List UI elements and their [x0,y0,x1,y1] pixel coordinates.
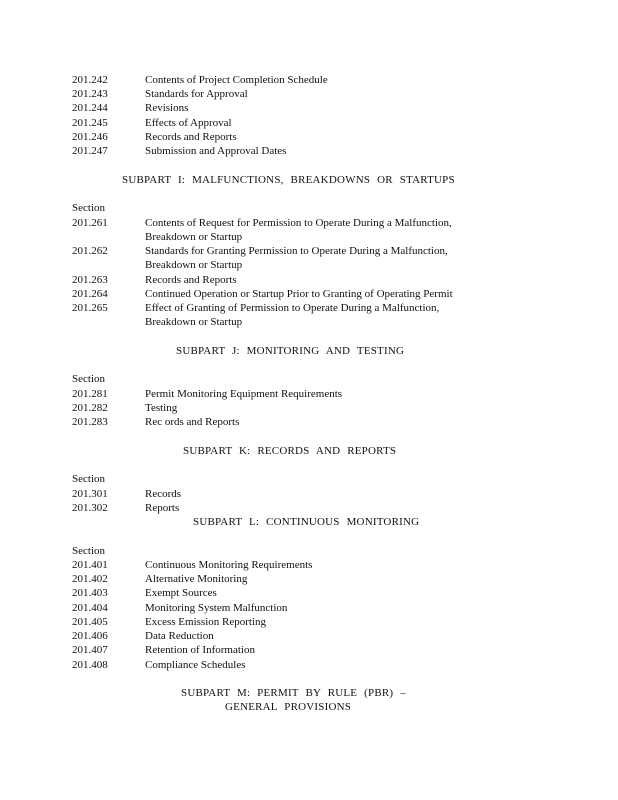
section-number: 201.265 [72,302,108,314]
section-title: Contents of Project Completion Schedule [145,74,328,86]
section-number: 201.401 [72,559,108,571]
section-title: Submission and Approval Dates [145,145,287,157]
section-number: 201.245 [72,117,108,129]
section-title: Testing [145,402,178,414]
section-title: Standards for Approval [145,88,248,100]
section-number: 201.243 [72,88,108,100]
section-title: Monitoring System Malfunction [145,602,288,614]
section-title: Revisions [145,102,189,114]
section-title: Effects of Approval [145,117,232,129]
section-title: Retention of Information [145,644,255,656]
subpart-m-heading: SUBPART M: PERMIT BY RULE (PBR) – [181,687,406,699]
section-number: 201.244 [72,102,108,114]
section-title: Continued Operation or Startup Prior to Granting of Operating Permit [145,288,453,300]
section-title: Contents of Request for Permission to Operate During a Malfunction, [145,217,452,229]
section-number: 201.301 [72,488,108,500]
section-number: 201.247 [72,145,108,157]
section-title: Records [145,488,182,500]
section-label: Section [72,202,105,214]
section-number: 201.281 [72,388,108,400]
section-number: 201.264 [72,288,108,300]
section-title: Alternative Monitoring [145,573,248,585]
section-title: Permit Monitoring Equipment Requirements [145,388,343,400]
section-number: 201.407 [72,644,108,656]
section-title-continued: Breakdown or Startup [145,316,243,328]
section-title: Data Reduction [145,630,214,642]
section-number: 201.405 [72,616,108,628]
section-title: Records and Reports [145,131,237,143]
subpart-m-heading-line2: GENERAL PROVISIONS [225,701,352,713]
subpart-l-heading: SUBPART L: CONTINUOUS MONITORING [193,516,420,528]
section-number: 201.282 [72,402,108,414]
section-title-continued: Breakdown or Startup [145,231,243,243]
section-label: Section [72,473,105,485]
section-number: 201.406 [72,630,108,642]
section-number: 201.402 [72,573,108,585]
section-title: Rec ords and Reports [145,416,240,428]
section-title: Effect of Granting of Permission to Operate During a Malfunction, [145,302,440,314]
section-title: Exempt Sources [145,587,217,599]
section-number: 201.246 [72,131,108,143]
section-title-continued: Breakdown or Startup [145,259,243,271]
section-number: 201.302 [72,502,108,514]
section-number: 201.261 [72,217,108,229]
section-number: 201.408 [72,659,108,671]
section-title: Records and Reports [145,274,237,286]
section-number: 201.262 [72,245,108,257]
section-number: 201.283 [72,416,108,428]
section-number: 201.404 [72,602,108,614]
section-title: Compliance Schedules [145,659,246,671]
section-number: 201.263 [72,274,108,286]
section-title: Reports [145,502,180,514]
section-label: Section [72,545,105,557]
subpart-i-heading: SUBPART I: MALFUNCTIONS, BREAKDOWNS OR STARTUPS [122,174,455,186]
section-title: Excess Emission Reporting [145,616,266,628]
subpart-k-heading: SUBPART K: RECORDS AND REPORTS [183,445,397,457]
section-title: Standards for Granting Permission to Operate During a Malfunction, [145,245,448,257]
section-number: 201.403 [72,587,108,599]
section-label: Section [72,373,105,385]
subpart-j-heading: SUBPART J: MONITORING AND TESTING [176,345,405,357]
section-number: 201.242 [72,74,108,86]
section-title: Continuous Monitoring Requirements [145,559,313,571]
